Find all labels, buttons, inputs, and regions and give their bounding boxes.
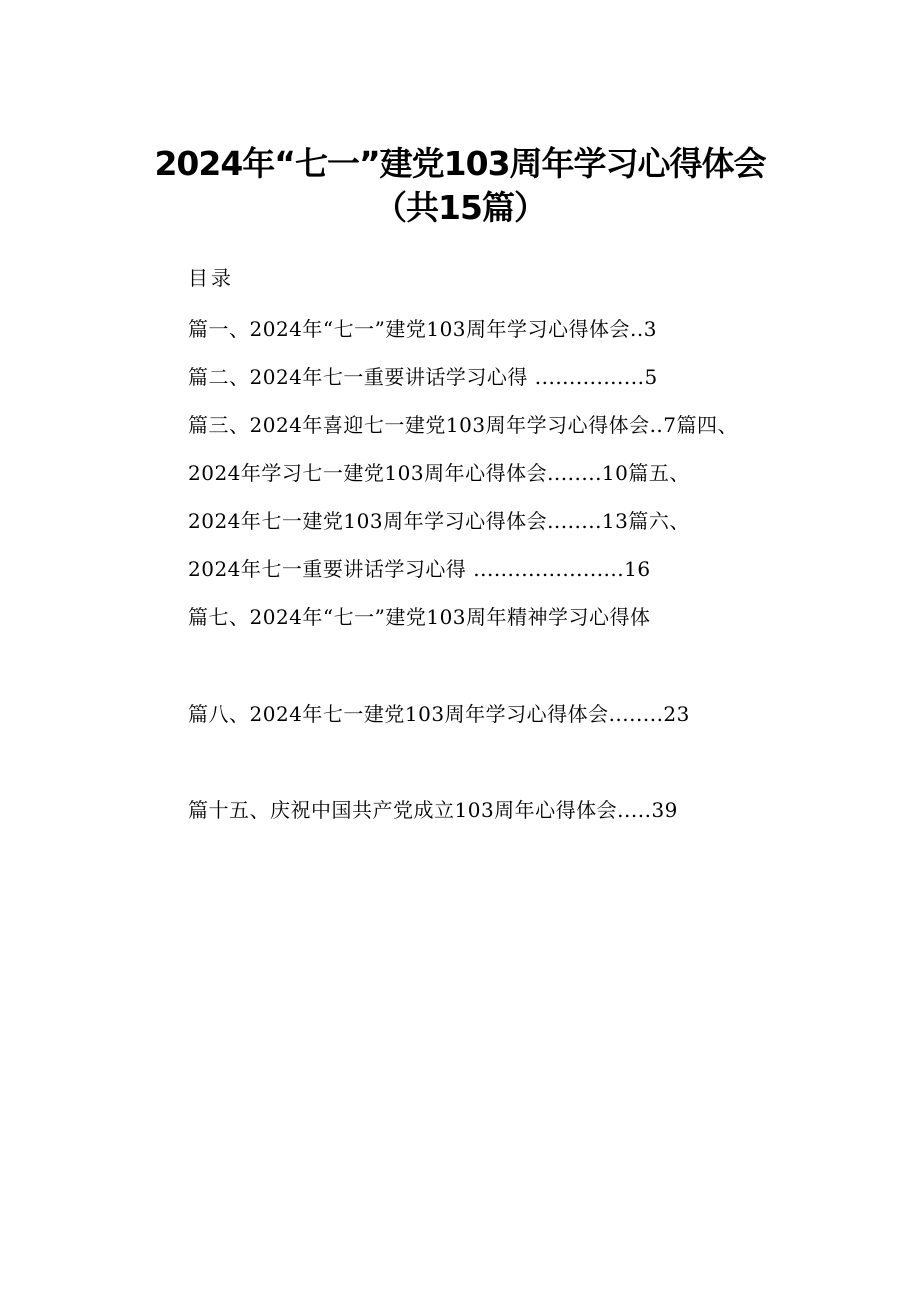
toc-entry: 篇二、2024年七一重要讲话学习心得 ................5 (188, 365, 658, 389)
toc-entry: 篇十五、庆祝中国共产党成立103周年心得体会.....39 (188, 798, 678, 822)
toc-entry: 篇七、2024年“七一”建党103周年精神学习心得体 (188, 605, 651, 629)
toc-entry: 篇三、2024年喜迎七一建党103周年学习心得体会..7篇四、 (188, 413, 739, 437)
toc-entry: 2024年学习七一建党103周年心得体会........10篇五、 (188, 461, 690, 485)
toc-entry: 2024年七一重要讲话学习心得 ......................16 (188, 557, 651, 581)
toc-entry: 篇一、2024年“七一”建党103周年学习心得体会..3 (188, 317, 657, 341)
document-title: 2024年“七一”建党103周年学习心得体会 (154, 144, 766, 183)
document-subtitle: （共15篇） (374, 188, 546, 227)
toc-heading: 目录 (188, 266, 234, 290)
toc-entry: 2024年七一建党103周年学习心得体会........13篇六、 (188, 509, 690, 533)
toc-entry: 篇八、2024年七一建党103周年学习心得体会........23 (188, 702, 690, 726)
